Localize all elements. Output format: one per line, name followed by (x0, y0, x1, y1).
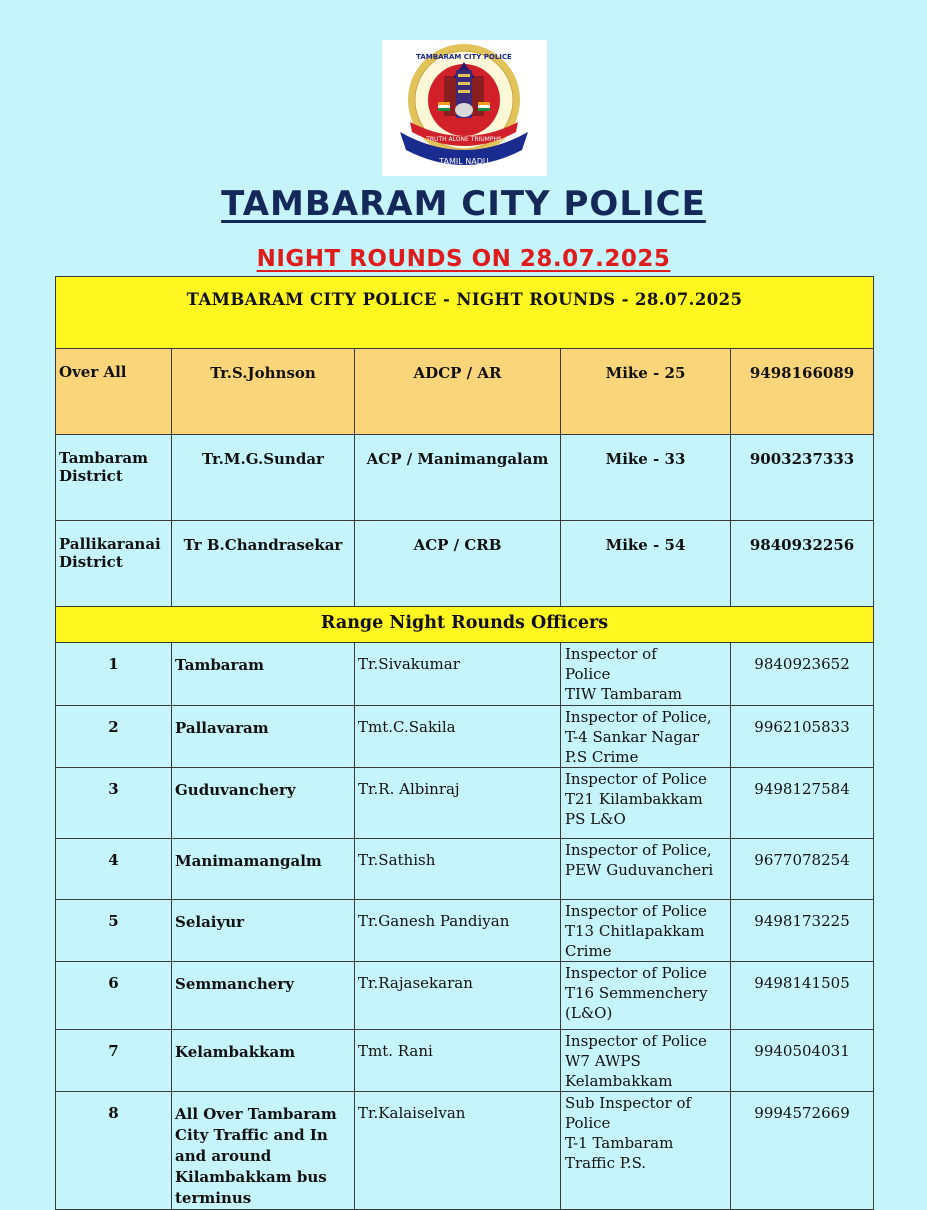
range-rank-line: Inspector of Police (565, 964, 707, 982)
range-rank (561, 643, 731, 706)
range-rank (561, 1030, 731, 1092)
range-number: 3 (56, 768, 172, 839)
range-phone: 9498127584 (731, 768, 874, 839)
range-rank-line: Police (565, 665, 611, 683)
range-number: 4 (56, 839, 172, 900)
district-rank: ACP / CRB (355, 521, 561, 607)
range-rank-line: Kelambakkam (565, 1072, 673, 1090)
district-rank: ADCP / AR (355, 349, 561, 435)
range-rank-line: TIW Tambaram (565, 685, 683, 703)
emblem-ribbon-text: TRUTH ALONE TRIUMPHS (426, 136, 502, 143)
range-rank (561, 900, 731, 962)
district-officer: Tr.S.Johnson (172, 349, 355, 435)
table-header-row (56, 277, 874, 349)
range-officer: Tr.Kalaiselvan (355, 1092, 561, 1210)
range-header-row (56, 607, 874, 643)
district-row (56, 349, 874, 435)
page-subtitle: NIGHT ROUNDS ON 28.07.2025 (256, 246, 671, 272)
emblem-top-text: TAMBARAM CITY POLICE (416, 53, 512, 61)
range-phone: 9940504031 (731, 1030, 874, 1092)
range-number: 8 (56, 1092, 172, 1210)
district-officer: Tr.M.G.Sundar (172, 435, 355, 521)
district-phone: 9003237333 (731, 435, 874, 521)
range-phone: 9498141505 (731, 962, 874, 1030)
district-callsign: Mike - 33 (561, 435, 731, 521)
range-officer: Tr.Rajasekaran (355, 962, 561, 1030)
range-officer: Tmt.C.Sakila (355, 706, 561, 768)
range-rank-line: Traffic P.S. (565, 1154, 647, 1172)
range-header: Range Night Rounds Officers (320, 613, 609, 633)
page-title: TAMBARAM CITY POLICE (221, 184, 706, 224)
range-rank-line: Sub Inspector of (565, 1094, 692, 1112)
range-row (56, 1092, 874, 1210)
range-phone: 9677078254 (731, 839, 874, 900)
range-row (56, 1030, 874, 1092)
range-rank-line: T21 Kilambakkam (565, 790, 703, 808)
range-area: Tambaram (172, 643, 355, 706)
range-area: Semmanchery (172, 962, 355, 1030)
emblem-icon (382, 40, 547, 176)
range-rank-line: T-4 Sankar Nagar (565, 728, 700, 746)
range-rank-line: Crime (565, 942, 612, 960)
range-row (56, 768, 874, 839)
range-row (56, 900, 874, 962)
range-row (56, 839, 874, 900)
range-rank-line: Inspector of Police (565, 770, 707, 788)
range-rank (561, 839, 731, 900)
range-rank-line: Police (565, 1114, 611, 1132)
emblem-bottom-text: TAMIL NADU (439, 157, 489, 166)
range-area: Kelambakkam (172, 1030, 355, 1092)
range-rank-line: W7 AWPS (565, 1052, 641, 1070)
range-number: 2 (56, 706, 172, 768)
range-number: 5 (56, 900, 172, 962)
range-officer: Tr.Ganesh Pandiyan (355, 900, 561, 962)
range-row (56, 962, 874, 1030)
range-phone: 9840923652 (731, 643, 874, 706)
range-phone: 9994572669 (731, 1092, 874, 1210)
range-row (56, 643, 874, 706)
range-row (56, 706, 874, 768)
range-officer: Tr.Sathish (355, 839, 561, 900)
district-callsign: Mike - 25 (561, 349, 731, 435)
district-area: Pallikaranai District (56, 521, 172, 607)
range-officer: Tr.R. Albinraj (355, 768, 561, 839)
district-area: Tambaram District (56, 435, 172, 521)
range-rank-line: PEW Guduvancheri (565, 861, 714, 879)
range-rank-line: Inspector of Police, (565, 708, 712, 726)
district-phone: 9498166089 (731, 349, 874, 435)
range-number: 6 (56, 962, 172, 1030)
district-rank: ACP / Manimangalam (355, 435, 561, 521)
district-row (56, 435, 874, 521)
district-callsign: Mike - 54 (561, 521, 731, 607)
night-rounds-table (55, 276, 874, 1210)
range-officer: Tmt. Rani (355, 1030, 561, 1092)
range-area: Pallavaram (172, 706, 355, 768)
range-number: 1 (56, 643, 172, 706)
range-rank-line: Inspector of Police (565, 902, 707, 920)
range-area: Manimamangalm (172, 839, 355, 900)
table-header: TAMBARAM CITY POLICE - NIGHT ROUNDS - 28.07.2025 (186, 290, 743, 309)
district-area: Over All (56, 349, 172, 435)
range-rank-line: T-1 Tambaram (565, 1134, 674, 1152)
range-rank-line: T16 Semmenchery (565, 984, 708, 1002)
district-row (56, 521, 874, 607)
range-area: All Over Tambaram City Traffic and In and around Kilambakkam bus terminus (172, 1092, 355, 1210)
range-officer: Tr.Sivakumar (355, 643, 561, 706)
range-rank (561, 1092, 731, 1210)
range-rank-line: (L&O) (565, 1004, 613, 1022)
range-rank-line: T13 Chitlapakkam (565, 922, 705, 940)
range-area: Guduvanchery (172, 768, 355, 839)
range-rank-line: Inspector of Police (565, 1032, 707, 1050)
range-phone: 9498173225 (731, 900, 874, 962)
range-rank (561, 706, 731, 768)
range-rank-line: PS L&O (565, 810, 626, 828)
range-rank-line: P.S Crime (565, 748, 639, 766)
range-area: Selaiyur (172, 900, 355, 962)
district-phone: 9840932256 (731, 521, 874, 607)
range-rank (561, 768, 731, 839)
range-rank (561, 962, 731, 1030)
range-phone: 9962105833 (731, 706, 874, 768)
district-officer: Tr B.Chandrasekar (172, 521, 355, 607)
range-rank-line: Inspector of Police, (565, 841, 712, 859)
range-number: 7 (56, 1030, 172, 1092)
police-emblem (382, 40, 547, 176)
range-rank-line: Inspector of (565, 645, 657, 663)
